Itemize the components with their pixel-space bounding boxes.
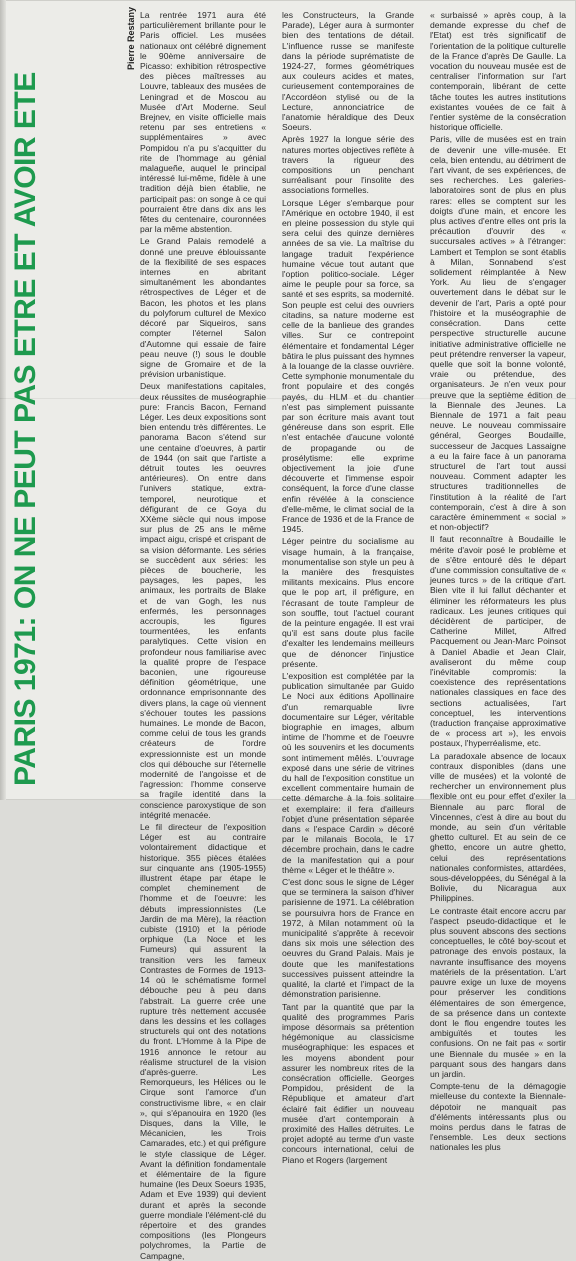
paragraph: Le fil directeur de l'exposition Léger est au contraire volontairement didactique et historique. 355 pièces étalées sur cinquante ans (1905-1955) illustrent étape par étape le complet cheminement de l'homme et de l'oeuvre: les débuts impressionnistes (Le Jardin de ma Mère), la réaction cubiste (1910) et la période orphique (La Noce et les Fumeurs) qui assurent la transition vers les fameux Contrastes de Formes de 1913-14 où le schématisme formel débouche peu à peu dans l'abstrait. La guerre crée une rupture très nettement accusée dans les dessins et les collages structurels qui ont des notations du front. L'Homme à la Pipe de 1916 annonce le retour au réalisme structurel de la vision d'après-guerre. Les Remorqueurs, les Hélices ou le Cirque sont l'amorce d'un constructivisme libre, « en clair », qui s'épanouira en 1920 (les Disques, dans la Ville, le Mécanicien, les Trois Camarades, etc.) et qui préfigure le style classique de Léger. Avant la définition fondamentale et élémentaire de la figure humaine (les Deux Soeurs 1935, Adam et Eve 1939) qui devient durant et après la seconde guerre mondiale l'élément-clé du répertoire et des grandes compositions (les Plongeurs polychromes, la Partie de Campagne,: [140, 822, 266, 1261]
paragraph: Léger peintre du socialisme au visage humain, à la française, monumentalise son style un peu à la manière des fresquistes militants mexicains. Plus encore que le pop art, il préfigure, en l'écrasant de toute l'ampleur de son souffle, tout l'actuel courant de la peinture engagée. Il est vrai qu'il est sans doute plus facile d'exalter les lendemains meilleurs que de dénoncer l'injustice présente.: [282, 536, 414, 669]
paragraph: La paradoxale absence de locaux contraux disponibles (dans une ville de musées) et la volonté de rechercher un environnement plus flexible ont eu pour effet d'exiler la Biennale au parc floral de Vincennes, c'est à dire au bout du monde, au sein d'un véritable ghetto culturel. Et au sein de ce ghetto, encore un autre ghetto, celui des représentations nationales conformistes, attardées, sous-développées, du Sénégal à la Bolivie, du Nicaragua aux Philippines.: [430, 750, 566, 904]
paragraph: Compte-tenu de la démagogie mielleuse du contexte la Biennale-dépotoir ne manquait pas d'éléments intéressants plus ou moins perdus dans le fatras de l'ensemble. Les deux sections nationales les plus: [430, 1081, 566, 1153]
paragraph: L'exposition est complétée par la publication simultanée par Guido Le Noci aux éditions Apollinaire d'un remarquable livre documentaire sur Léger, véritable biographie en images, album intime de l'homme et de l'oeuvre où les souvenirs et les documents sont intimement mêlés. L'ouvrage exposé dans une série de vitrines du hall de l'exposition constitue un excellent commentaire humain de cette démarche à la fois solitaire et exemplaire: il fera d'ailleurs l'objet d'une présentation séparée dans « l'espace Cardin » décoré par le milanais Bocola, le 17 décembre prochain, dans le cadre de la manifestation qui a pour thème « Léger et le théâtre ».: [282, 671, 414, 875]
paragraph: Paris, ville de musées est en train de devenir une ville-musée. Et cela, bien entendu, au détriment de l'art vivant, de ses expériences, de ses recherches. Les galeries-laboratoires sont de plus en plus rares: elles se comptent sur les doigts d'une main, et encore les plus actives d'entre elles ont pris la précaution d'ouvrir des « succursales actives » à l'étranger: Lambert et Templon se sont établis à Milan, Sonnabend s'est solidement réimplantée à New York. Au lieu de s'engager ouvertement dans le débat sur le devenir de l'art, Paris a opté pour l'histoire et la muséographie de consécration. Dans cette perspective structurelle aucune initiative administrative officielle ne peut prétendre renverser la vapeur, quelle que soit la bonne volonté, vraie ou prétendue, des organisateurs. Je n'en veux pour preuve que la septième édition de la Biennale des Jeunes. La Biennale de 1971 a fait peau neuve. Le nouveau commissaire général, Georges Boudaille, successeur de Jacques Lassaigne a eu la faire face à un panorama structurel de l'art tout aussi nouveau. Comment adapter les structures traditionnelles de l'institution à la réalité de l'art contemporain, c'est à dire à son caractère éminemment « social » et non-objectif?: [430, 134, 566, 533]
text-column-1: [140, 10, 266, 1261]
page-edge-shadow: [0, 0, 6, 800]
paragraph: Il faut reconnaître à Boudaille le mérite d'avoir posé le problème et de s'être entouré dès le départ d'une commission consultative de « jeunes turcs » de la critique d'art. Bien vite il lui fallut déchanter et éliminer les réformateurs les plus radicaux. Les jeunes critiques qui décidèrent de participer, de Catherine Millet, Alfred Pacquement ou Jean-Marc Poinsot à Daniel Abadie et Jean Clair, avaliseront du même coup l'inévitable compromis: la coexistence des représentations nationales classiques en face des sections actualisées, l'art conceptuel, les interventions (traduction française approximative de « process art »), les envois postaux, l'hyperréalisme, etc.: [430, 534, 566, 749]
text-column-2: [282, 10, 414, 1165]
paragraph: les Constructeurs, la Grande Parade), Léger aura à surmonter bien des tentations de détail. L'influence russe se manifeste dans la période suprématiste de 1924-27, formes géométriques aux couleurs acides et mates, curieusement contemporaines de l'Accordéon stylisé ou de la Lecture, annonciatrice de l'anatomie héraldique des Deux Soeurs.: [282, 10, 414, 133]
article-author: Pierre Restany: [126, 6, 136, 70]
paragraph: La rentrée 1971 aura été particulièrement brillante pour le Paris officiel. Les musées nationaux ont célébré dignement le 90ème anniversaire de Picasso: exhibition rétrospective des pièces maîtresses au Louvre, tableaux des musées de Leningrad et de Moscou au Musée d'Art Moderne. Seul Brejnev, en visite officielle mais retenu par ses entretiens « supplémentaires » avec Pompidou n'a pu s'acquitter du rite de l'hommage au génial malagueñe, auquel le principal intéressé lui-même, fidèle à une tradition déjà bien établie, ne participait pas: on songe à ce qui pourraient être dans dix ans les fêtes du centenaire, couronnées par la même abstention.: [140, 10, 266, 235]
paragraph: Deux manifestations capitales, deux réussites de muséographie pure: Francis Bacon, Fernand Léger. Les deux expositions sont bien entendu très différentes. Le panorama Bacon s'étend sur une centaine d'oeuvres, à partir de 1944 (on sait que l'artiste a détruit toutes les oeuvres antérieures). On entre dans l'univers statique, extra-temporel, neurotique et défigurant de ce Goya du XXème siècle qui nous impose sur plus de 25 ans le même impact aigu, crispé et crispant de sa vision déformante. Les séries se succèdent aux séries: les pièces de boucherie, les paysages, les papes, les animaux, les portraits de Blake et de van Gogh, les nus enfermés, les personnages accroupis, les figures tourmentées, les enfants paralytiques. Cette vision en profondeur nous familiarise avec la qualité propre de l'espace baconien, une rigoureuse définition géométrique, une ordonnance emprisonnante des divers plans, la cage où viennent s'échouer toutes les passions humaines. Le monde de Bacon, comme celui de tous les grands créateurs de l'ordre expressionniste est un monde clos qui débouche sur l'éternelle modernité de l'angoisse et de l'agression: l'homme conserve sa fragile identité dans la conscience paroxystique de son intégrité menacée.: [140, 381, 266, 820]
paragraph: C'est donc sous le signe de Léger que se terminera la saison d'hiver parisienne de 1971. La célébration se poursuivra hors de France en 1972, à Milan notamment où la municipalité s'apprête à recevoir dans six mois une sélection des oeuvres du Grand Palais. Mais je doute que les manifestations successives puissent atteindre la qualité, la clarté et l'impact de la démonstration parisienne.: [282, 877, 414, 1000]
paragraph: Le contraste était encore accru par l'aspect pseudo-didactique et le plus souvent abscons des sections conceptuelles, le côté boy-scout et patronage des envois postaux, la navrante insuffisance des moyens matériels de la présentation. L'art pauvre exige un luxe de moyens pour préserver les conditions élémentaires de son émergence, de sa présence dans un contexte dont le flou engendre toutes les ambiguïtés et toutes les confusions. On ne fait pas « sortir une Biennale du musée » en la parquant sous des hangars dans un jardin.: [430, 905, 566, 1079]
paragraph: Le Grand Palais remodelé a donné une preuve éblouissante de la flexibilité de ses espaces internes en abritant simultanément les abondantes rétrospectives de Léger et de Bacon, les photos et les plans du polyforum culturel de Mexico décoré par Siqueiros, sans compter l'éternel Salon d'Automne qui essaie de faire peau neuve (!) sous le double signe de Gromaire et de la prévision urbanistique.: [140, 236, 266, 380]
paragraph: « surbaissé » après coup, à la demande expresse du chef de l'Etat) est très significatif de l'orientation de la politique culturelle de la France d'après De Gaulle. La vocation du nouveau musée est de centraliser l'information sur l'art contemporain, libérant de cette tâche toutes les autres institutions existantes vouées de ce fait à l'entier système de la consécration historique officielle.: [430, 10, 566, 133]
paragraph: Lorsque Léger s'embarque pour l'Amérique en octobre 1940, il est en pleine possession du style qui sera celui des quinze dernières années de sa vie. La maîtrise du langage traduit l'expérience humaine vécue tout autant que l'option politico-sociale. Léger aime le peuple pour sa force, sa santé et ses esprits, sa modernité. Son peuple est celui des ouvriers citadins, sa nature moderne est celle de la banlieue des grandes villes. Sur ce contrepoint élémentaire et fondamental Léger bâtira le plus puissant des hymnes à la louange de la classe ouvrière. Cette symphonie monumentale du front populaire et des congés payés, du HLM et du chantier n'est pas simplement puissante par son écriture mais avant tout généreuse dans son esprit. Elle n'est entachée d'aucune volonté de propagande ou de prosélytisme: elle exprime objectivement la joie d'une découverte et l'immense espoir conséquent, la force d'une classe enfin révélée à la conscience d'elle-même, le climat social de la France de 1936 et de la France de 1945.: [282, 197, 414, 535]
paragraph: Tant par la quantité que par la qualité des programmes Paris impose désormais sa prétention hégémonique au classicisme muséographique: les espaces et les moyens abondent pour assurer les nombreux rites de la consécration officielle. Georges Pompidou, président de la République et amateur d'art éclairé fait édifier un nouveau musée d'art contemporain à proximité des Halles détruites. Le projet adopté au terme d'un vaste concours international, celui de Piano et Rogers (largement: [282, 1001, 414, 1165]
article-title: PARIS 1971: ON NE PEUT PAS ETRE ET AVOIR ETE: [9, 72, 42, 786]
paragraph: Après 1927 la longue série des natures mortes objectives reflète à travers la rigueur des compositions un penchant surréalisant pour l'insolite des associations formelles.: [282, 134, 414, 196]
text-column-3: [430, 10, 566, 1153]
